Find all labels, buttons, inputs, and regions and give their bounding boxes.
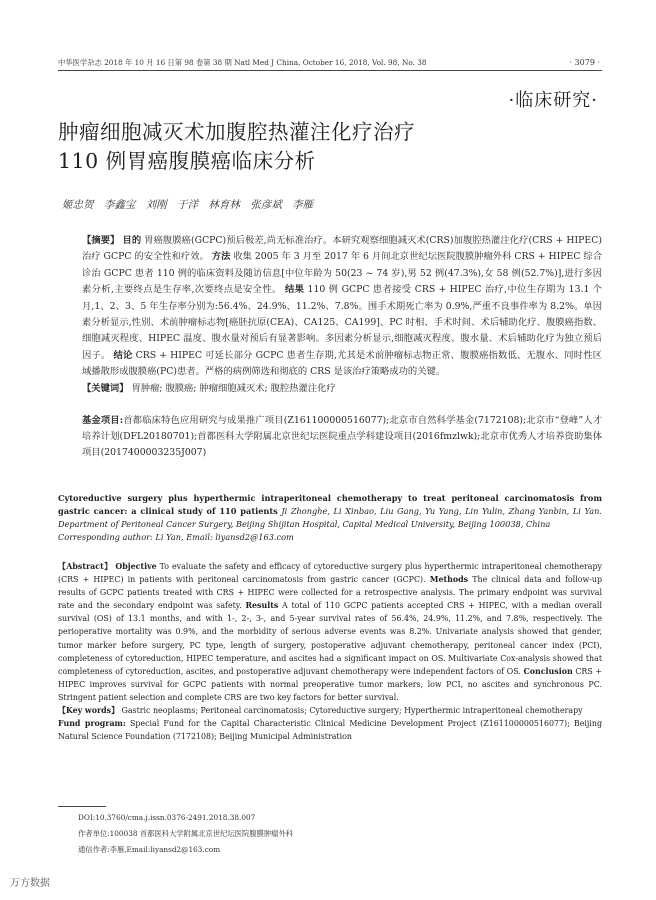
corresponding-author: 通信作者:李雁,Email:liyansd2@163.com: [78, 845, 221, 854]
fund-label: 基金项目:: [82, 415, 124, 426]
en-objective-label: Objective: [115, 562, 157, 571]
conclusion-text: CRS + HIPEC 可延长部分 GCPC 患者生存期,尤其是术前肿瘤标志物正常、腹膜癌指数低、无腹水、同时性区域播散形成腹膜癌(PC)患者。严格的病例筛选和彻底的 CRS 是该治疗策略成功的关键。: [82, 349, 602, 378]
keywords-label: 【关键词】: [82, 382, 129, 394]
en-abstract-label: 【Abstract】: [58, 562, 113, 571]
en-methods-label: Methods: [429, 575, 469, 585]
english-header: [58, 492, 602, 544]
en-keywords-text: Gastric neoplasms; Peritoneal carcinomatosis; Cytoreductive surgery; Hyperthermic intraperitoneal chemotherapy: [121, 706, 583, 716]
en-results-text: A total of 110 GCPC patients accepted CRS + HIPEC, with a median overall survival (OS) of 13.1 months, and with 1-, 2-, 3-, and 5-year survival rates of 56.4%, 24.9%, 11.2%, and 7.8%, respectively. The perioperative mortality was 0.9%, and the morbidity of serious adverse events was 8.2%. Univariate analysis showed that gender, tumor marker before surgery, PC type, length of surgery, postoperative adjuvant chemotherapy, peritoneal cancer index (PCI), completeness of cytoreduction, HIPEC temperature, and ascites had a significant impact on OS. Multivariate Cox-analysis showed that completeness of cytoreduction, ascites, and postoperative adjuvant chemotherapy were independent factors of OS.: [58, 601, 602, 676]
title-line-2: 110 例胃癌腹膜癌临床分析: [58, 149, 316, 173]
page-number: · 3079 ·: [569, 58, 600, 67]
english-affiliation: Department of Peritoneal Cancer Surgery, Beijing Shijitan Hospital, Capital Medical University, Beijing 100038, China: [58, 519, 551, 529]
english-title: Cytoreductive surgery plus hyperthermic intraperitoneal chemotherapy to treat peritoneal carcinomatosis from gastric cancer: a clinical study of 110 patients: [58, 493, 602, 516]
chinese-abstract: [82, 233, 602, 397]
header-rule: [58, 70, 602, 71]
keywords-text: 胃肿瘤; 腹膜癌; 肿瘤细胞减灭术; 腹腔热灌注化疗: [131, 382, 336, 394]
en-conclusion-text: CRS + HIPEC improves survival for GCPC patients with normal preoperative tumor markers, low PCI, no ascites and synchronous PC. Stringent patient selection and complete CRS are two key factors for better survival.: [58, 666, 602, 702]
methods-label: 方法: [211, 251, 231, 263]
title-line-1: 肿瘤细胞减灭术加腹腔热灌注化疗治疗: [58, 120, 415, 144]
objective-text: 胃癌腹膜癌(GCPC)预后极差,尚无标准治疗。本研究观察细胞减灭术(CRS)加腹腔热灌注化疗(CRS + HIPEC)治疗 GCPC 的安全性和疗效。: [82, 235, 602, 263]
english-corresponding: Corresponding author: Li Yan, Email: liyansd2@163.com: [58, 532, 294, 542]
english-authors: Ji Zhonghe, Li Xinbao, Liu Gang, Yu Yang, Lin Yulin, Zhang Yanbin, Li Yan.: [281, 506, 602, 516]
fund-text: 首都临床特色应用研究与成果推广项目(Z161100000516077);北京市自然科学基金(7172108);北京市“登峰”人才培养计划(DFL20180701);首都医科大学附属北京世纪坛医院重点学科建设项目(2016fmzlwk);北京市优秀人才培养资助集体项目(2017400003235J007): [82, 415, 602, 458]
results-label: 结果: [284, 284, 305, 296]
methods-text: 收集 2005 年 3 月至 2017 年 6 月间北京世纪坛医院腹膜肿瘤外科 CRS + HIPEC 综合诊治 GCPC 患者 110 例的临床资料及随访信息[中位年龄为 50(23 ~ 74 岁),男 52 例(47.3%),女 58 例(52.7%)],进行多因素分析,主要终点是生存率,次要终点是安全性。: [82, 251, 602, 296]
section-label: ·临床研究·: [508, 90, 598, 111]
chinese-fund: [82, 413, 602, 460]
article-title: [58, 118, 415, 176]
author-list: 姬忠贺 李鑫宝 刘刚 于洋 林育林 张彦斌 李雁: [62, 199, 314, 211]
doi-link[interactable]: DOI:10.3760/cma.j.issn.0376-2491.2018.38.007: [78, 813, 256, 822]
abstract-label: 【摘要】: [82, 235, 120, 246]
en-fund-label: Fund program:: [58, 719, 126, 729]
en-objective-text: To evaluate the safety and efficacy of cytoreductive surgery plus hyperthermic intraperitoneal chemotherapy (CRS + HIPEC) in patients with peritoneal carcinomatosis from gastric cancer (GCPC).: [58, 562, 602, 585]
conclusion-label: 结论: [113, 349, 133, 361]
en-fund-text: Special Fund for the Capital Characteristic Clinical Medicine Development Project (Z161100000516077); Beijing Natural Science Foundation (7172108); Beijing Municipal Administration: [58, 719, 602, 742]
english-abstract: [58, 560, 602, 743]
author-unit: 作者单位:100038 首都医科大学附属北京世纪坛医院腹膜肿瘤外科: [78, 829, 294, 838]
objective-label: 目的: [122, 235, 142, 246]
en-conclusion-label: Conclusion: [523, 666, 573, 676]
results-text: 110 例 GCPC 患者接受 CRS + HIPEC 治疗,中位生存期为 13.1 个月,1、2、3、5 年生存率分别为:56.4%、24.9%、11.2%、7.8%。围手术期死亡率为 0.9%,严重不良事件率为 8.2%。单因素分析显示,性别、术前肿瘤标志物[癌胚抗原(CEA)、CA125、CA199]、PC 时相、手术时间、术后辅助化疗、腹膜癌指数、细胞减灭程度、HIPEC 温度、腹水量对预后有显著影响。多因素分析显示,细胞减灭程度、腹水量、术后辅助化疗为独立预后因子。: [82, 284, 602, 361]
en-results-label: Results: [245, 601, 279, 611]
en-methods-text: The clinical data and follow-up results of GCPC patients treated with CRS + HIPEC were collected for a retrospective analysis. The primary endpoint was survival rate and the secondary endpoint was safety.: [58, 575, 602, 611]
en-keywords-label: 【Key words】: [58, 706, 119, 716]
watermark: 万方数据: [10, 878, 50, 889]
footnote-rule: [58, 806, 106, 807]
running-header: 中华医学杂志 2018 年 10 月 16 日第 98 卷第 38 期 Natl Med J China, October 16, 2018, Vol. 98, No. 38: [58, 58, 427, 67]
